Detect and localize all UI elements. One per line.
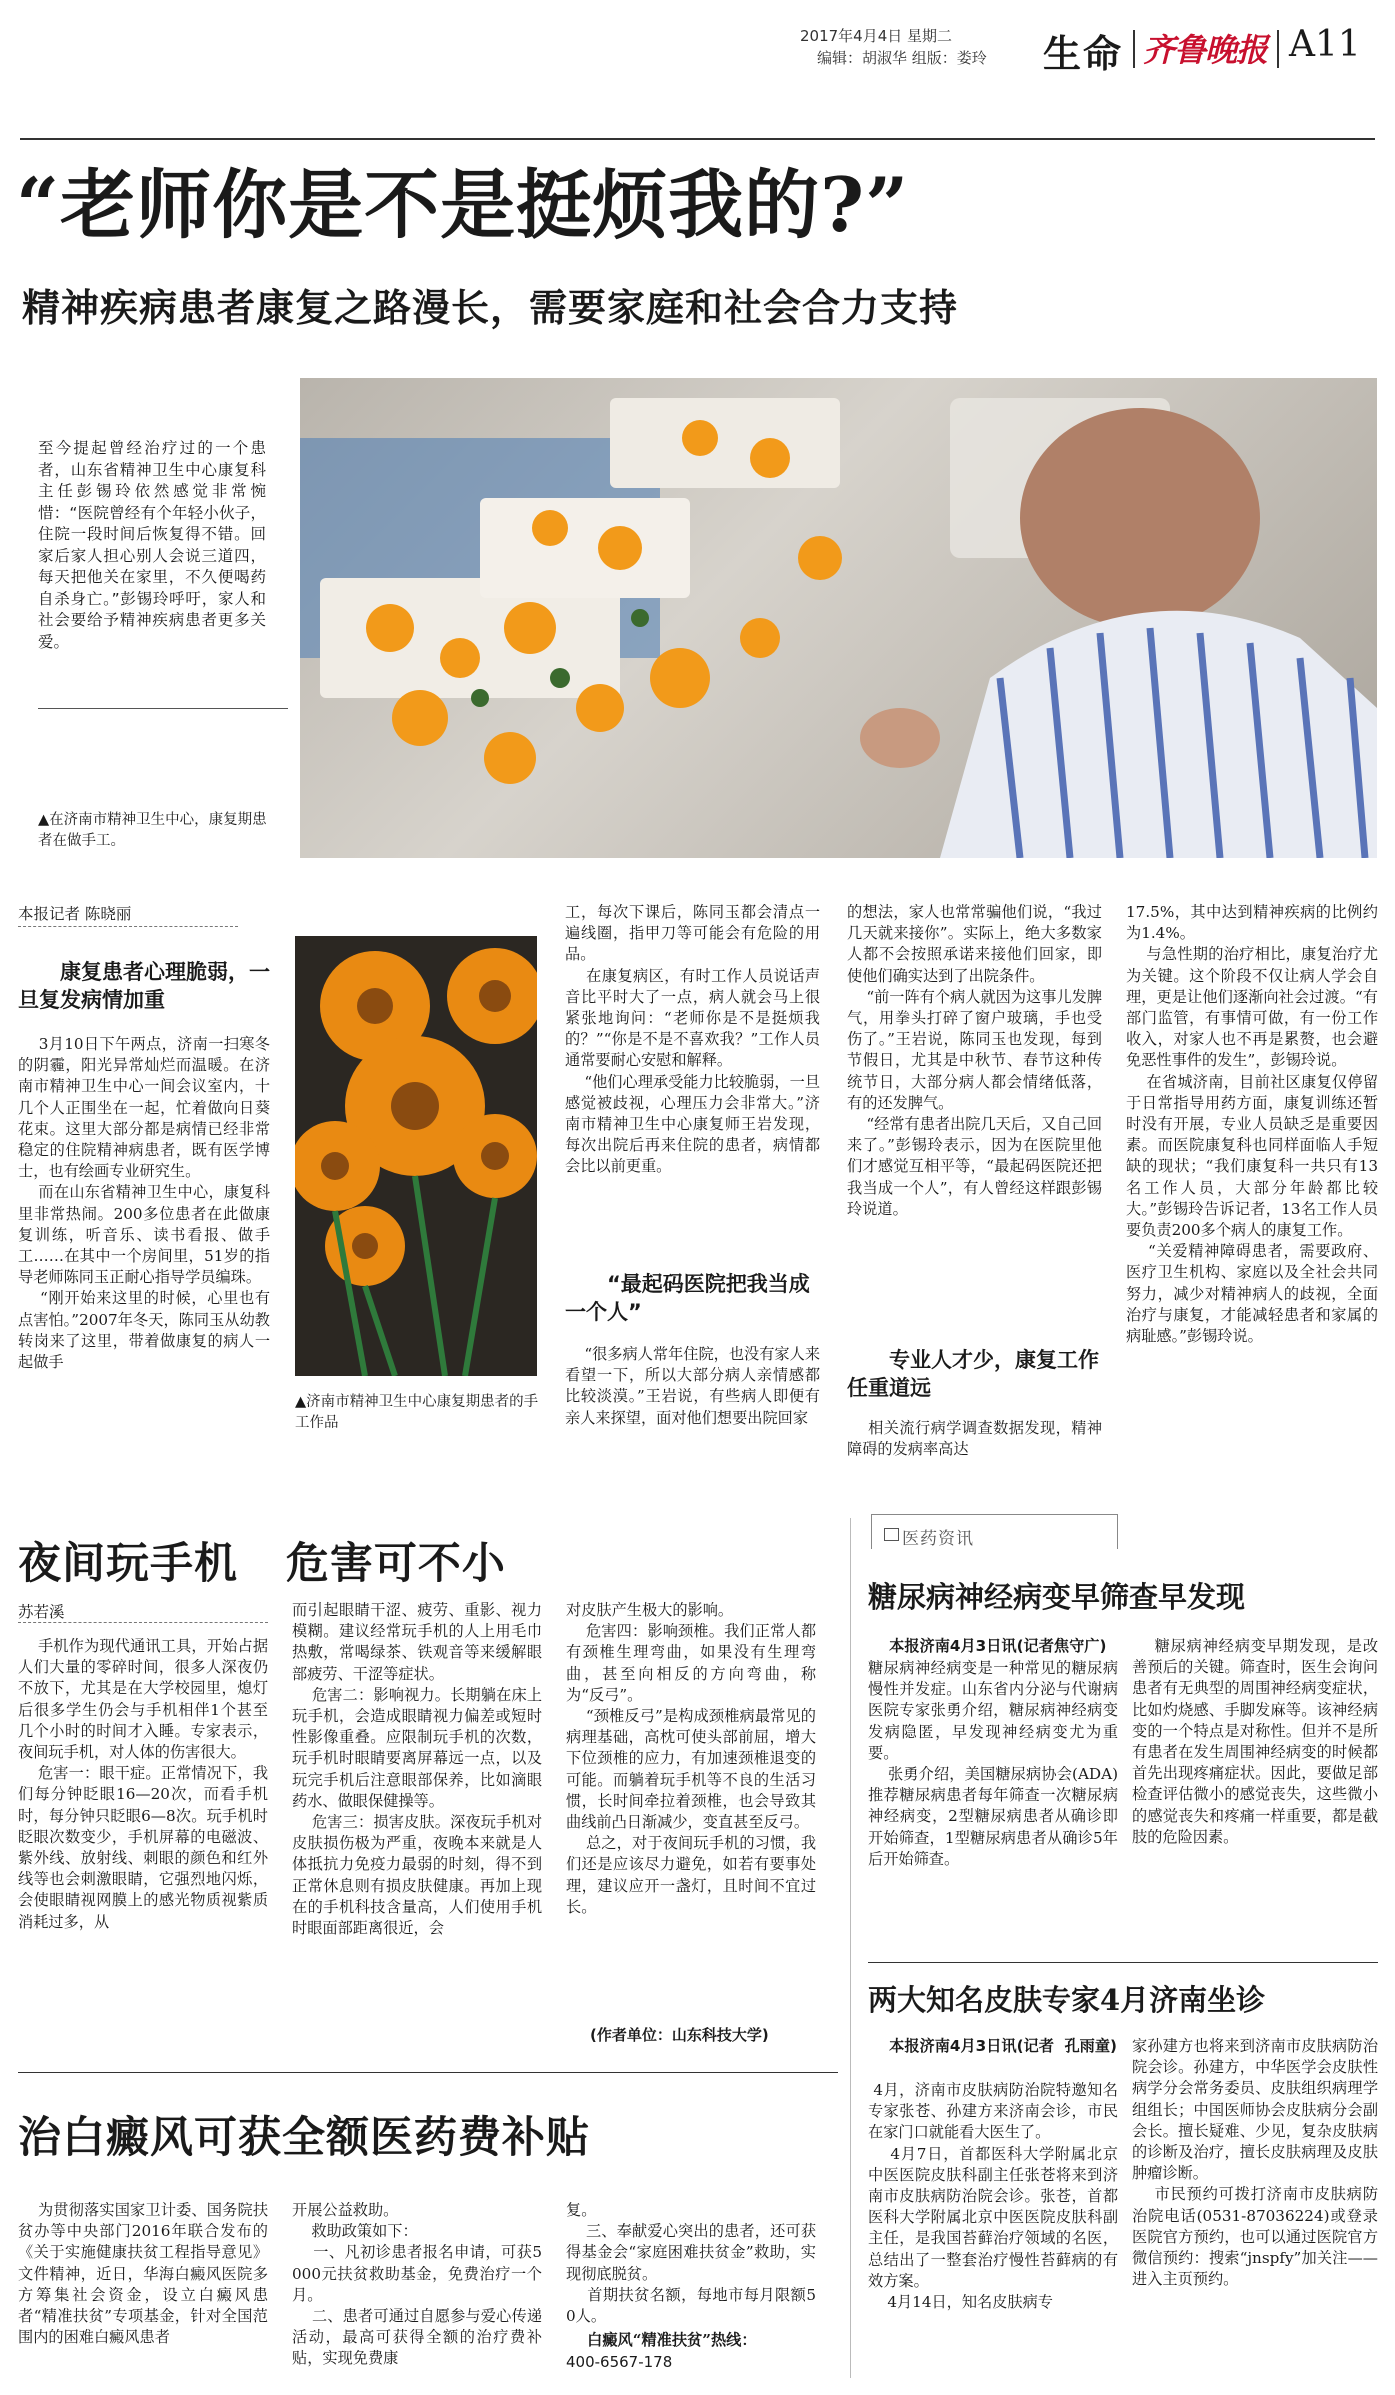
vitiligo-headline: 治白癜风可获全额医药费补贴 <box>18 2113 590 2163</box>
lead-column-2: 工，每次下课后，陈同玉都会清点一遍线圈，指甲刀等可能会有危险的用品。 在康复病区，有时工作人员说话声音比平时大了一点，病人就会马上很紧张地询问：“老师你是不是挺烦我的？”“你是不是不喜欢我？”工作人员通常要耐心安慰和解释。 “他们心理承受能力比较脆弱，一旦感觉被歧视，心理压力会非常大。”济南市精神卫生中心康复师王岩发现，每次出院后再来住院的患者，病情都会比以前更重。 <box>565 903 820 1176</box>
byline-rule <box>18 926 238 927</box>
vitiligo-column-2: 开展公益救助。 救助政策如下： 一、凡初诊患者报名申请，可获5000元扶贫救助基金，免费治疗一个月。 二、患者可通过自愿参与爱心传递活动，最高可获得全额的治疗费补贴，实现免费康 <box>292 2201 542 2368</box>
phone-author-unit: (作者单位：山东科技大学) <box>590 2026 769 2044</box>
sunflower-illustration <box>295 936 537 1376</box>
column-gutter-rule <box>850 1518 851 2378</box>
lead-subtitle: 精神疾病患者康复之路漫长，需要家庭和社会合力支持 <box>22 285 959 330</box>
vitiligo-column-3: 复。 三、奉献爱心突出的患者，还可获得基金会“家庭困难扶贫金”救助，实现彻底脱贫。 首期扶贫名额，每地市每月限额50人。 <box>566 2201 816 2326</box>
lead-column-1: 3月10日下午两点，济南一扫寒冬的阴霾，阳光异常灿烂而温暖。在济南市精神卫生中心一间会议室内，十几个人正围坐在一起，忙着做向日葵花束。这里大部分都是病情已经非常稳定的住院精神病患者，既有医学博士，也有绘画专业研究生。 而在山东省精神卫生中心，康复科里非常热闹。200多位患者在此做康复训练，听音乐、读书看报、做手工……在其中一个房间里，51岁的指导老师陈同玉正耐心指导学员编珠。 “刚开始来这里的时候，心里也有点害怕。”2007年冬天，陈同玉从幼教转岗来了这里，带着做康复的病人一起做手 <box>18 1035 270 1372</box>
lead-headline: “老师你是不是挺烦我的?” <box>16 161 910 249</box>
phone-byline-rule <box>18 1622 268 1623</box>
lead-byline: 本报记者 陈晓丽 <box>18 905 132 923</box>
phone-headline: 夜间玩手机 危害可不小 <box>18 1539 506 1589</box>
section-name: 生命 <box>1043 32 1124 76</box>
phone-byline: 苏若溪 <box>18 1603 65 1621</box>
lead-photo-caption: ▲在济南市精神卫生中心，康复期患者在做手工。 <box>38 812 267 849</box>
phone-column-2: 而引起眼睛干涩、疲劳、重影、视力模糊。建议经常玩手机的人上用毛巾热敷，常喝绿茶、铁观音等来缓解眼部疲劳、干涩等症状。 危害二：影响视力。长期躺在床上玩手机，会造成眼睛视力偏差或短时性影像重叠。应限制玩手机的次数，玩手机时眼睛要离屏幕远一点，以及玩完手机后注意眼部保养，比如滴眼药水、做眼保健操等。 危害三：损害皮肤。深夜玩手机对皮肤损伤极为严重，夜晚本来就是人体抵抗力免疫力最弱的时刻，得不到正常休息则有损皮肤健康。再加上现在的手机科技含量高，人们使用手机时眼面部距离很近，会 <box>292 1601 542 1938</box>
sidebar-tag: 医药资讯 <box>902 1529 974 1549</box>
photo2-caption: ▲济南市精神卫生中心康复期患者的手工作品 <box>295 1394 539 1431</box>
lead-column-4: 17.5%，其中达到精神疾病的比例约为1.4%。 与急性期的治疗相比，康复治疗尤为关键。这个阶段不仅让病人学会自理，更是让他们逐渐向社会过渡。“有部门监管，有事情可做，有一份工作收入，对家人也不再是累赘，也会避免恶性事件的发生”，彭锡玲说。 在省城济南，目前社区康复仅停留于日常指导用药方面，康复训练还暂时没有开展，专业人员缺乏是重要因素。而医院康复科也同样面临人手短缺的现状；“我们康复科一共只有13名工作人员，大部分年龄都比较大。”彭锡玲告诉记者，13名工作人员要负责200多个病人的康复工作。 “关爱精神障碍患者，需要政府、医疗卫生机构、家庭以及全社会共同努力，减少对精神病人的歧视，全面治疗与康复，才能减轻患者和家属的病耻感。”彭锡玲说。 <box>1126 903 1378 1346</box>
vitiligo-hotline-label: 白癜风“精准扶贫”热线： <box>566 2331 757 2349</box>
vitiligo-hotline: 400-6567-178 <box>566 2353 673 2371</box>
vitiligo-column-1: 为贯彻落实国家卫计委、国务院扶贫办等中央部门2016年联合发布的《关于实施健康扶贫工程指导意见》文件精神，近日，华海白癜风医院多方筹集社会资金，设立白癜风患者“精准扶贫”专项基金，针对全国范围内的困难白癜风患者 <box>18 2201 268 2347</box>
lead-column-3: 的想法，家人也常常骗他们说，“我过几天就来接你”。实际上，绝大多数家人都不会按照承诺来接他们回家，即使他们确实达到了出院条件。 “前一阵有个病人就因为这事儿发脾气，用拳头打碎了窗户玻璃，手也受伤了。”王岩说，陈同玉也发现，每到节假日，尤其是中秋节、春节这种传统节日，大部分病人都会情绪低落，有的还发脾气。 “经常有患者出院几天后，又自己回来了。”彭锡玲表示，因为在医院里他们才感觉互相平等，“最起码医院还把我当成一个人”，有人曾经这样跟彭锡玲说道。 <box>847 903 1102 1218</box>
masthead-rule <box>20 138 1375 140</box>
diabetes-column-2: 糖尿病神经病变早期发现，是改善预后的关键。筛查时，医生会询问患者有无典型的周围神经病变症状，比如灼烧感、手脚发麻等。该神经病变的一个特点是对称性。但并不是所有患者在发生周围神经病变的时候都首先出现疼痛症状。因此，要做足部检查评估微小的感觉丧失，这些微小的感觉丧失和疼痛一样重要，都是截肢的危险因素。 <box>1132 1637 1378 1846</box>
sidebar-rule <box>868 1962 1378 1963</box>
lead-column-2b: “很多病人常年住院，也没有家人来看望一下，所以大部分病人亲情感都比较淡漠。”王岩说，有些病人即便有亲人来探望，面对他们想要出院回家 <box>565 1345 820 1427</box>
masthead-editors: 编辑：胡淑华 组版：娄玲 <box>817 49 987 67</box>
lead-photo-handcraft <box>300 378 1377 858</box>
page-number: A11 <box>1289 24 1361 65</box>
diabetes-dateline: 本报济南4月3日讯(记者焦守广) <box>868 1637 1107 1655</box>
lead-intro: 至今提起曾经治疗过的一个患者，山东省精神卫生中心康复科主任彭锡玲依然感觉非常惋惜：“医院曾经有个年轻小伙子，住院一段时间后恢复得不错。回家后家人担心别人会说三道四，每天把他关在家里，不久便喝药自杀身亡。”彭锡玲呼吁，家人和社会要给予精神疾病患者更多关爱。 <box>38 439 266 651</box>
diabetes-column-1: 糖尿病神经病变是一种常见的糖尿病慢性并发症。山东省内分泌与代谢病医院专家张勇介绍，糖尿病神经病变发病隐匿，早发现神经病变尤为重要。 张勇介绍，美国糖尿病协会(ADA)推荐糖尿病患者每年筛查一次糖尿病神经病变，2型糖尿病患者从确诊即开始筛查，1型糖尿病患者从确诊5年后开始筛查。 <box>868 1659 1118 1868</box>
photo-illustration <box>300 378 1377 858</box>
lead-column-3b: 相关流行病学调查数据发现，精神障碍的发病率高达 <box>847 1419 1102 1459</box>
sunflower-craft-photo <box>295 936 537 1376</box>
intro-divider <box>38 708 288 709</box>
masthead-divider <box>1277 30 1279 68</box>
skin-column-2: 家孙建方也将来到济南市皮肤病防治院会诊。孙建方，中华医学会皮肤性病学分会常务委员、皮肤组织病理学组组长；中国医师协会皮肤病分会副会长。擅长疑难、少见，复杂皮肤病的诊断及治疗，擅长皮肤病理及皮肤肿瘤诊断。 市民预约可拨打济南市皮肤病防治院电话(0531-87036224)或登录医院官方预约，也可以通过医院官方微信预约：搜索“jnspfy”加关注——进入主页预约。 <box>1132 2037 1378 2289</box>
masthead-divider <box>1133 30 1135 68</box>
subhead-talent: 专业人才少，康复工作任重道远 <box>847 1348 1099 1400</box>
newspaper-logo: 齐鲁晚报 <box>1143 31 1268 69</box>
skin-headline: 两大知名皮肤专家4月济南坐诊 <box>868 1983 1266 2017</box>
skin-dateline: 本报济南4月3日讯(记者 孔雨童) <box>868 2037 1117 2055</box>
masthead-date: 2017年4月4日 星期二 <box>800 27 953 45</box>
phone-column-3: 对皮肤产生极大的影响。 危害四：影响颈椎。我们正常人都有颈椎生理弯曲，如果没有生理弯曲，甚至向相反的方向弯曲，称为“反弓”。 “颈椎反弓”是构成颈椎病最常见的病理基础，高枕可使头部前屈，增大下位颈椎的应力，有加速颈椎退变的可能。而躺着玩手机等不良的生活习惯，长时间牵拉着颈椎，也会导致其曲线前凸日渐减少，变直甚至反弓。 总之，对于夜间玩手机的习惯，我们还是应该尽力避免，如若有要事处理，建议应开一盏灯，且时间不宜过长。 <box>566 1601 816 1916</box>
news-icon <box>884 1528 899 1541</box>
section-rule <box>18 2072 838 2073</box>
phone-column-1: 手机作为现代通讯工具，开始占据人们大量的零碎时间，很多人深夜仍不放下，尤其是在大学校园里，熄灯后很多学生仍会与手机相伴1个甚至几个小时的时间才入睡。专家表示，夜间玩手机，对人体的伤害很大。 危害一：眼干症。正常情况下，我们每分钟眨眼16—20次，而看手机时，每分钟只眨眼6—8次。玩手机时眨眼次数变少，手机屏幕的电磁波、紫外线、放射线、刺眼的颜色和红外线等也会刺激眼睛，它强烈地闪烁，会使眼睛视网膜上的感光物质视紫质消耗过多，从 <box>18 1637 268 1931</box>
subhead-hospital: “最起码医院把我当成一个人” <box>565 1272 810 1324</box>
subhead-relapse: 康复患者心理脆弱，一旦复发病情加重 <box>18 960 270 1012</box>
diabetes-headline: 糖尿病神经病变早筛查早发现 <box>868 1580 1246 1614</box>
skin-column-1: 4月，济南市皮肤病防治院特邀知名专家张苍、孙建方来济南会诊，市民在家门口就能看大医生了。 4月7日，首都医科大学附属北京中医医院皮肤科副主任张苍将来到济南市皮肤病防治院会诊。张苍，首都医科大学附属北京中医医院皮肤科副主任，是我国苔藓治疗领域的名医，总结出了一整套治疗慢性苔藓病的有效方案。 4月14日，知名皮肤病专 <box>868 2081 1118 2312</box>
